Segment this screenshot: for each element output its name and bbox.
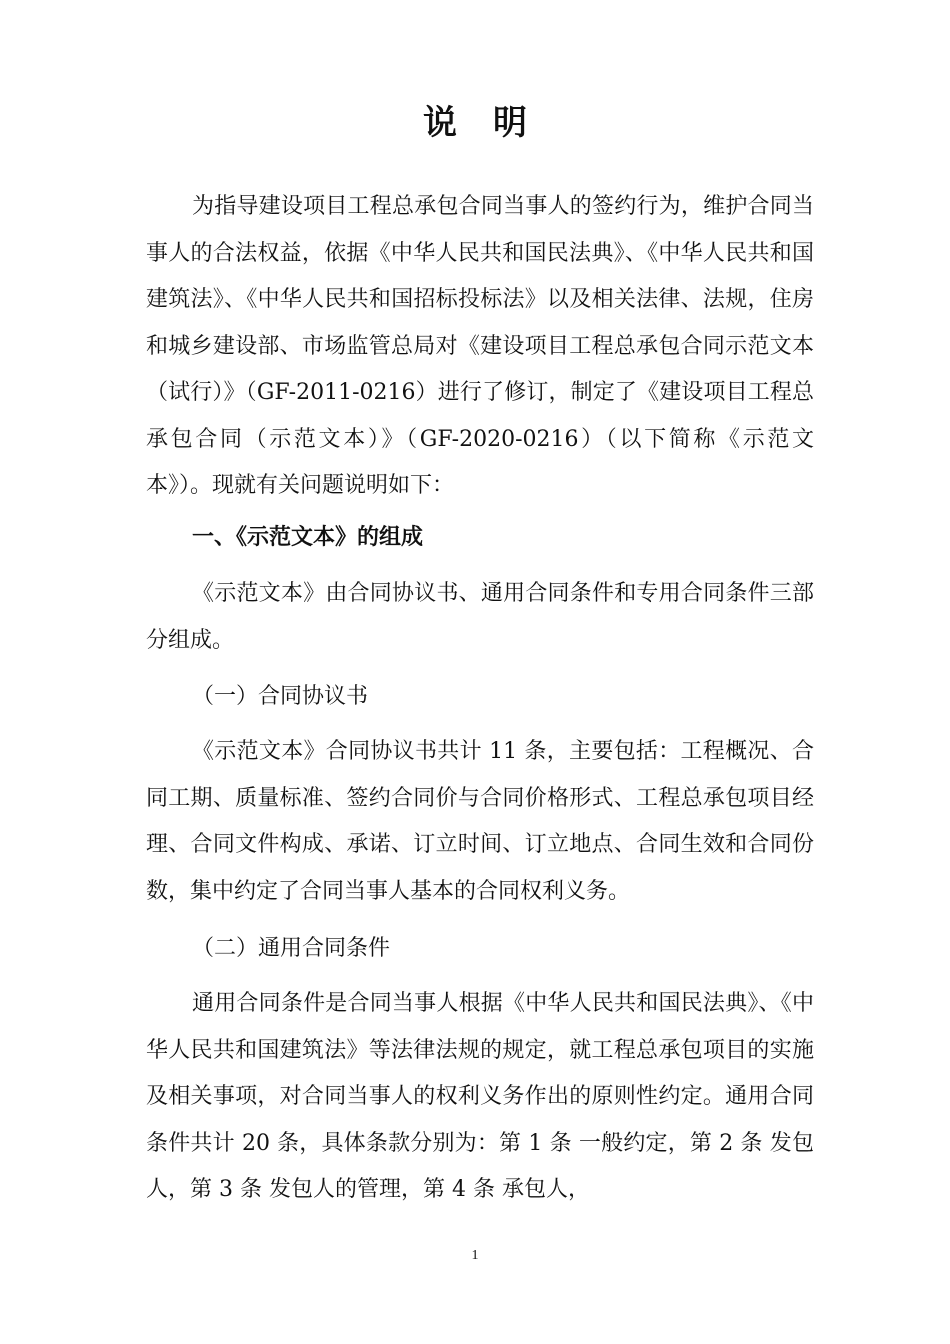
subsection-heading-general-conditions: （二）通用合同条件: [192, 936, 391, 961]
page-number: 1: [471, 1248, 479, 1263]
agreement-paragraph: 《示范文本》合同协议书共计 11 条，主要包括：工程概况、合同工期、质量标准、签约合同价与合同价格形式、工程总承包项目经理、合同文件构成、承诺、订立时间、订立地点、合同生效和合同份数，集中约定了合同当事人基本的合同权利义务。: [146, 739, 814, 904]
composition-paragraph: 《示范文本》由合同协议书、通用合同条件和专用合同条件三部分组成。: [146, 581, 814, 653]
subsection-heading-agreement: （一）合同协议书: [192, 684, 369, 709]
page-title: 说明: [423, 103, 563, 143]
section-heading-composition: 一、《示范文本》的组成: [192, 525, 424, 550]
intro-paragraph: 为指导建设项目工程总承包合同当事人的签约行为，维护合同当事人的合法权益，依据《中华人民共和国民法典》、《中华人民共和国建筑法》、《中华人民共和国招标投标法》以及相关法律、法规，住房和城乡建设部、市场监管总局对《建设项目工程总承包合同示范文本（试行）》（GF-2011-0216）进行了修订，制定了《建设项目工程总承包合同（示范文本）》（GF-2020-0216）（以下简称《示范文本》）。现就有关问题说明如下：: [146, 194, 814, 498]
general-conditions-paragraph: 通用合同条件是合同当事人根据《中华人民共和国民法典》、《中华人民共和国建筑法》等法律法规的规定，就工程总承包项目的实施及相关事项，对合同当事人的权利义务作出的原则性约定。通用合同条件共计 20 条，具体条款分别为：第 1 条 一般约定，第 2 条 发包人，第 3 条 发包人的管理，第 4 条 承包人，: [146, 991, 814, 1202]
